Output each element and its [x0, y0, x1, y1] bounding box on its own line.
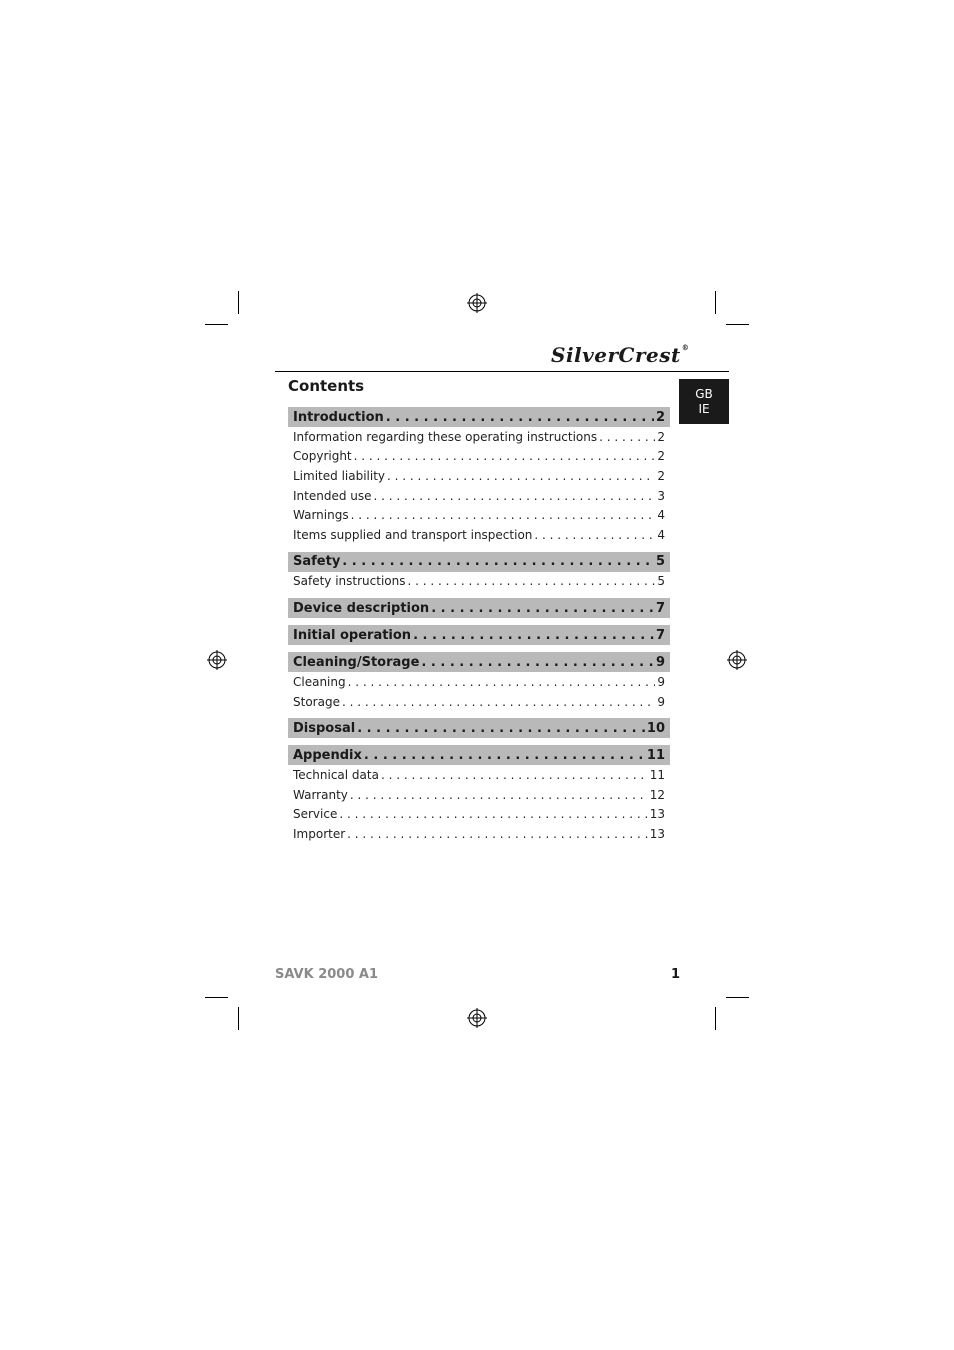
toc-section-heading[interactable] [288, 598, 670, 618]
toc-section-page: 10 [646, 720, 665, 736]
language-code: GB [695, 387, 713, 401]
toc-entry-label: Intended use [293, 488, 372, 503]
dot-leader [421, 655, 654, 670]
toc-entry[interactable] [288, 486, 670, 506]
toc-section-page: 5 [655, 554, 665, 570]
language-code: IE [698, 402, 710, 416]
dot-leader [374, 489, 656, 503]
dot-leader [413, 628, 654, 643]
toc-section [288, 718, 670, 738]
toc-entry[interactable] [288, 692, 670, 712]
toc-entry-label: Technical data [293, 768, 379, 783]
toc-section-heading[interactable] [288, 625, 670, 645]
dot-leader [347, 827, 648, 841]
toc-entry-page: 3 [657, 488, 665, 503]
dot-leader [342, 554, 654, 569]
toc-section-heading[interactable] [288, 745, 670, 765]
toc-section [288, 552, 670, 592]
dot-leader [350, 788, 648, 802]
toc-section [288, 745, 670, 843]
toc-section-label: Disposal [293, 720, 356, 736]
toc-entry[interactable] [288, 427, 670, 447]
toc-entry[interactable] [288, 785, 670, 805]
toc-section-label: Introduction [293, 409, 384, 425]
dot-leader [407, 574, 655, 588]
toc-entry-page: 2 [657, 429, 665, 444]
toc-entry-page: 13 [649, 807, 665, 822]
brand-logo [551, 343, 689, 367]
toc-entry-label: Importer [293, 826, 346, 841]
toc-section [288, 652, 670, 711]
toc-entry-page: 4 [657, 508, 665, 523]
toc-section-label: Initial operation [293, 627, 412, 643]
registered-mark: ® [681, 343, 690, 352]
toc-section-page: 7 [655, 627, 665, 643]
toc-entry-label: Safety instructions [293, 574, 406, 589]
crop-mark [205, 997, 228, 998]
dot-leader [387, 469, 655, 483]
toc-entry-page: 4 [657, 527, 665, 542]
crop-mark [238, 291, 239, 314]
crop-mark [715, 1007, 716, 1030]
table-of-contents [288, 407, 670, 844]
registration-mark-icon [207, 650, 227, 670]
toc-entry-label: Storage [293, 694, 340, 709]
toc-entry-page: 9 [657, 674, 665, 689]
toc-entry[interactable] [288, 525, 670, 545]
toc-entry-label: Copyright [293, 449, 352, 464]
toc-entry-label: Service [293, 807, 338, 822]
language-tab [679, 379, 729, 424]
dot-leader [381, 768, 648, 782]
contents-title: Contents [288, 377, 365, 395]
toc-entry-label: Warnings [293, 508, 349, 523]
toc-section-page: 9 [655, 654, 665, 670]
crop-mark [726, 997, 749, 998]
toc-entry-label: Items supplied and transport inspection [293, 527, 533, 542]
dot-leader [354, 449, 656, 463]
toc-entry[interactable] [288, 672, 670, 692]
toc-section-label: Cleaning/Storage [293, 654, 420, 670]
toc-entry[interactable] [288, 805, 670, 825]
toc-entry-label: Limited liability [293, 468, 386, 483]
toc-entry[interactable] [288, 824, 670, 844]
toc-entry[interactable] [288, 466, 670, 486]
dot-leader [534, 528, 655, 542]
dot-leader [386, 410, 654, 425]
brand-logo-text: SilverCrest [551, 343, 681, 367]
toc-entry[interactable] [288, 765, 670, 785]
toc-entry-label: Information regarding these operating instructions [293, 429, 598, 444]
toc-section-heading[interactable] [288, 652, 670, 672]
registration-mark-icon [467, 1008, 487, 1028]
dot-leader [348, 675, 656, 689]
dot-leader [431, 601, 654, 616]
crop-mark [715, 291, 716, 314]
footer-model-number: SAVK 2000 A1 [275, 967, 379, 982]
toc-section [288, 407, 670, 545]
toc-entry-page: 13 [649, 826, 665, 841]
dot-leader [364, 748, 645, 763]
toc-section [288, 625, 670, 645]
toc-section-label: Safety [293, 554, 341, 570]
toc-section-page: 7 [655, 600, 665, 616]
toc-section-heading[interactable] [288, 718, 670, 738]
toc-entry[interactable] [288, 572, 670, 592]
toc-section-label: Appendix [293, 747, 362, 763]
header-divider [275, 371, 729, 372]
crop-mark [205, 324, 228, 325]
toc-entry-page: 5 [657, 574, 665, 589]
toc-entry[interactable] [288, 505, 670, 525]
crop-mark [238, 1007, 239, 1030]
dot-leader [342, 695, 655, 709]
registration-mark-icon [727, 650, 747, 670]
dot-leader [357, 721, 645, 736]
dot-leader [339, 807, 647, 821]
crop-mark [726, 324, 749, 325]
footer-page-number: 1 [671, 967, 681, 982]
toc-section-page: 11 [646, 747, 665, 763]
toc-section [288, 598, 670, 618]
toc-section-heading[interactable] [288, 407, 670, 427]
toc-entry[interactable] [288, 447, 670, 467]
toc-section-label: Device description [293, 600, 430, 616]
toc-entry-page: 11 [649, 768, 665, 783]
toc-section-page: 2 [655, 409, 665, 425]
dot-leader [351, 508, 656, 522]
toc-entry-page: 9 [657, 694, 665, 709]
toc-entry-page: 2 [657, 468, 665, 483]
registration-mark-icon [467, 293, 487, 313]
toc-entry-label: Warranty [293, 787, 348, 802]
toc-entry-page: 2 [657, 449, 665, 464]
dot-leader [599, 430, 655, 444]
toc-entry-label: Cleaning [293, 674, 346, 689]
toc-entry-page: 12 [649, 787, 665, 802]
toc-section-heading[interactable] [288, 552, 670, 572]
